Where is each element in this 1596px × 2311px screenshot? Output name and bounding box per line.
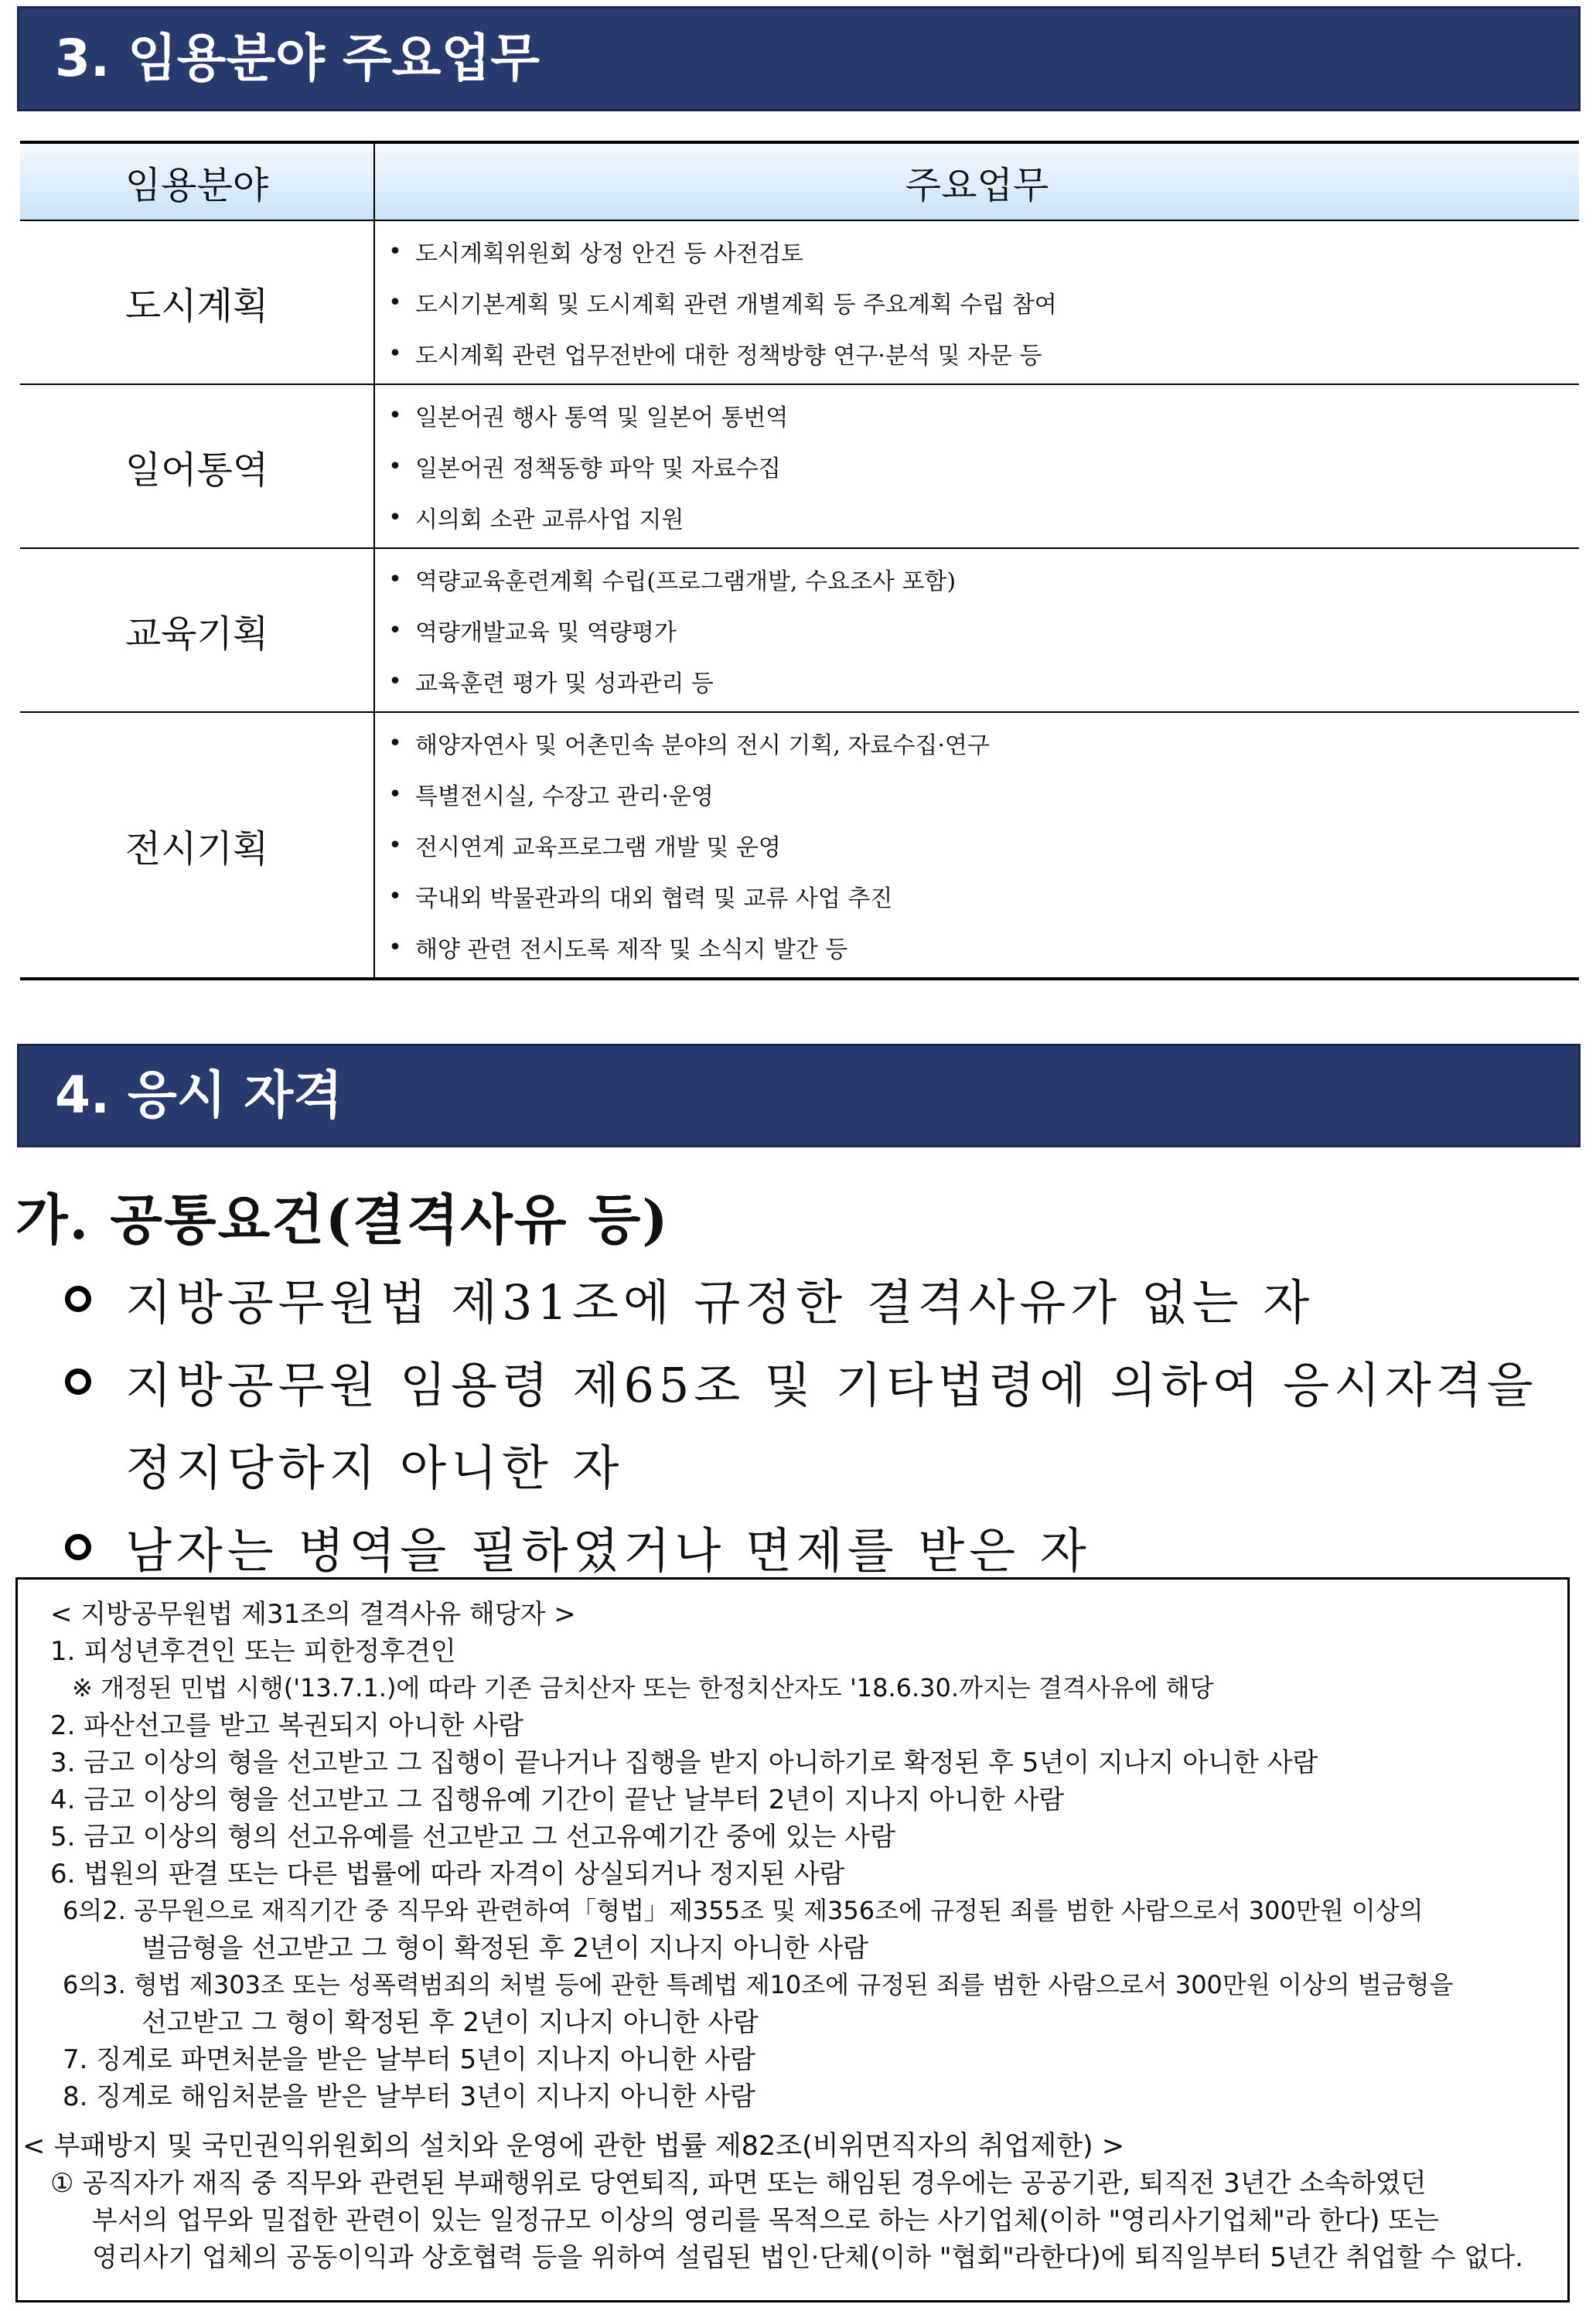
duties-cell	[374, 548, 1579, 712]
box-item: 5. 금고 이상의 형의 선고유예를 선고받고 그 선고유예기간 중에 있는 사람	[50, 1822, 895, 1853]
field-cell: 도시계획	[20, 220, 374, 384]
requirement-text: 지방공무원 임용령 제65조 및 기타법령에 의하여 응시자격을	[125, 1357, 1538, 1413]
duty-text: 전시연계 교육프로그램 개발 및 운영	[415, 834, 781, 861]
field-cell: 교육기획	[20, 548, 374, 712]
circle-bullet-icon	[65, 1286, 91, 1312]
duty-text: 해양자연사 및 어촌민속 분야의 전시 기획, 자료수집·연구	[415, 732, 990, 759]
section-4-title: 4. 응시 자격	[55, 1065, 343, 1125]
duties-table	[20, 141, 1579, 980]
box-item: 벌금형을 선고받고 그 형이 확정된 후 2년이 지나지 아니한 사람	[142, 1933, 868, 1964]
box-item: 3. 금고 이상의 형을 선고받고 그 집행이 끝나거나 집행을 받지 아니하기로 확정된 후 5년이 지나지 아니한 사람	[50, 1747, 1318, 1778]
disqualification-box	[15, 1577, 1570, 2302]
duty-text: 일본어권 행사 통역 및 일본어 통번역	[415, 404, 789, 431]
table-row	[20, 548, 1579, 712]
duty-text: 특별전시실, 수장고 관리·운영	[415, 783, 714, 810]
bullet-icon: •	[388, 667, 402, 695]
section-3-header	[17, 6, 1581, 111]
list-item	[375, 441, 1579, 492]
bullet-icon: •	[388, 339, 402, 367]
list-item	[375, 605, 1579, 656]
table-row	[20, 220, 1579, 384]
list-item	[375, 328, 1579, 379]
list-item	[375, 277, 1579, 328]
list-item	[375, 769, 1579, 820]
bullet-icon: •	[388, 831, 402, 859]
list-item	[375, 871, 1579, 922]
subsection-title: 가. 공통요건(결격사유 등)	[15, 1188, 670, 1252]
bullet-icon: •	[388, 237, 402, 265]
duties-cell	[374, 220, 1579, 384]
box-item: 부서의 업무와 밀접한 관련이 있는 일정규모 이상의 영리를 목적으로 하는 사기업체(이하 "영리사기업체"라 한다) 또는	[92, 2205, 1439, 2236]
list-item	[375, 492, 1579, 543]
list-item	[375, 922, 1579, 973]
duty-text: 도시기본계획 및 도시계획 관련 개별계획 등 주요계획 수립 참여	[415, 291, 1057, 319]
box-item: ※ 개정된 민법 시행('13.7.1.)에 따라 기존 금치산자 또는 한정치산자도 '18.6.30.까지는 결격사유에 해당	[72, 1673, 1214, 1703]
duty-text: 국내외 박물관과의 대외 협력 및 교류 사업 추진	[415, 885, 893, 912]
requirement-continuation: 정지당하지 아니한 자	[125, 1440, 624, 1496]
bullet-icon: •	[388, 452, 402, 480]
box-item: 8. 징계로 해임처분을 받은 날부터 3년이 지나지 아니한 사람	[63, 2081, 755, 2112]
box-heading: < 지방공무원법 제31조의 결격사유 해당자 >	[50, 1599, 576, 1630]
section-3-title: 3. 임용분야 주요업무	[55, 29, 540, 88]
circle-bullet-icon	[65, 1369, 91, 1395]
field-cell: 일어통역	[20, 384, 374, 548]
list-item	[65, 1347, 1538, 1416]
duty-text: 도시계획 관련 업무전반에 대한 정책방향 연구·분석 및 자문 등	[415, 343, 1042, 370]
table-header-row	[20, 142, 1579, 220]
bullet-icon: •	[388, 780, 402, 808]
duty-text: 교육훈련 평가 및 성과관리 등	[415, 670, 714, 697]
circle-bullet-icon	[65, 1534, 91, 1560]
bullet-icon: •	[388, 565, 402, 593]
list-item	[65, 1512, 1091, 1581]
header-field: 임용분야	[20, 142, 374, 220]
box-item: 영리사기 업체의 공동이익과 상호협력 등을 위하여 설립된 법인·단체(이하 "협회"라한다)에 퇴직일부터 5년간 취업할 수 없다.	[92, 2242, 1523, 2273]
duty-text: 일본어권 정책동향 파악 및 자료수집	[415, 455, 781, 482]
box-item: 6의3. 형법 제303조 또는 성폭력범죄의 처벌 등에 관한 특례법 제10조에 규정된 죄를 범한 사람으로서 300만원 이상의 벌금형을	[63, 1970, 1454, 1999]
duty-text: 도시계획위원회 상정 안건 등 사전검토	[415, 240, 803, 268]
header-duties: 주요업무	[374, 142, 1579, 220]
box-heading: < 부패방지 및 국민권익위원회의 설치와 운영에 관한 법률 제82조(비위면직자의 취업제한) >	[22, 2131, 1125, 2162]
list-item	[375, 226, 1579, 277]
duty-text: 시의회 소관 교류사업 지원	[415, 506, 684, 533]
box-item: 4. 금고 이상의 형을 선고받고 그 집행유예 기간이 끝난 날부터 2년이 지나지 아니한 사람	[50, 1784, 1065, 1815]
bullet-icon: •	[388, 933, 402, 961]
duty-text: 해양 관련 전시도록 제작 및 소식지 발간 등	[415, 936, 848, 963]
requirement-text: 남자는 병역을 필하였거나 면제를 받은 자	[125, 1522, 1091, 1579]
section-4-header	[17, 1044, 1581, 1147]
box-item: 1. 피성년후견인 또는 피한정후견인	[50, 1636, 456, 1667]
bullet-icon: •	[388, 401, 402, 429]
box-item: 6의2. 공무원으로 재직기간 중 직무와 관련하여「형법」제355조 및 제356조에 규정된 죄를 범한 사람으로서 300만원 이상의	[63, 1896, 1424, 1925]
list-item	[375, 718, 1579, 769]
bullet-icon: •	[388, 616, 402, 644]
bullet-icon: •	[388, 882, 402, 910]
box-item: 7. 징계로 파면처분을 받은 날부터 5년이 지나지 아니한 사람	[63, 2044, 755, 2075]
list-item	[65, 1264, 1314, 1333]
box-item: 6. 법원의 판결 또는 다른 법률에 따라 자격이 상실되거나 정지된 사람	[50, 1859, 845, 1890]
duties-cell	[374, 712, 1579, 979]
duties-cell	[374, 384, 1579, 548]
table-row	[20, 384, 1579, 548]
bullet-icon: •	[388, 729, 402, 757]
box-item: 선고받고 그 형이 확정된 후 2년이 지나지 아니한 사람	[142, 2007, 759, 2038]
box-item: ① 공직자가 재직 중 직무와 관련된 부패행위로 당연퇴직, 파면 또는 해임된 경우에는 공공기관, 퇴직전 3년간 소속하였던	[50, 2168, 1427, 2199]
requirement-text: 지방공무원법 제31조에 규정한 결격사유가 없는 자	[125, 1274, 1315, 1331]
duty-text: 역량교육훈련계획 수립(프로그램개발, 수요조사 포함)	[415, 568, 957, 595]
list-item	[375, 656, 1579, 707]
bullet-icon: •	[388, 503, 402, 531]
list-item	[375, 554, 1579, 605]
list-item	[375, 820, 1579, 871]
bullet-icon: •	[388, 288, 402, 316]
field-cell: 전시기획	[20, 712, 374, 979]
list-item	[375, 390, 1579, 441]
box-item: 2. 파산선고를 받고 복권되지 아니한 사람	[50, 1710, 523, 1741]
table-row	[20, 712, 1579, 979]
duty-text: 역량개발교육 및 역량평가	[415, 619, 677, 646]
